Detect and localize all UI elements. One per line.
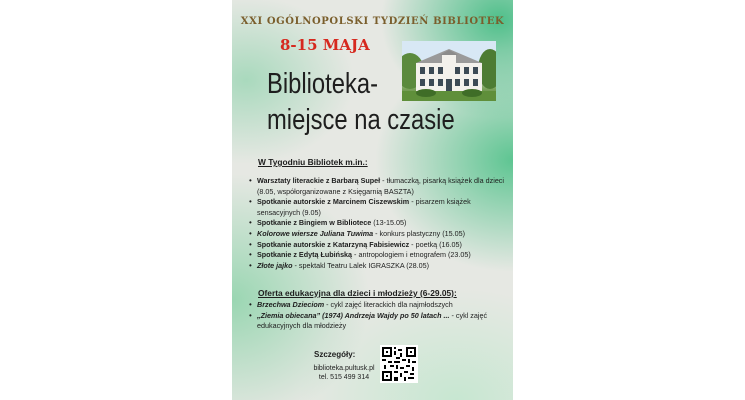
list-item: • Brzechwa Dzieciom - cykl zajęć literackich dla najmłodszych [249, 300, 504, 311]
events-heading: W Tygodniu Bibliotek m.in.: [258, 157, 368, 167]
events-list [249, 176, 504, 271]
details-label: Szczegóły: [314, 350, 356, 359]
list-item: • Spotkanie autorskie z Katarzyną Fabisiewicz - poetką (16.05) [249, 240, 504, 251]
list-item: • Spotkanie z Edytą Łubińską - antropologiem i etnografem (23.05) [249, 250, 504, 261]
list-item: • Spotkanie z Bingiem w Bibliotece (13-15.05) [249, 218, 504, 229]
list-item: • Spotkanie autorskie z Marcinem Ciszewskim - pisarzem książek sensacyjnych (9.05) [249, 197, 504, 218]
phone-text: tel. 515 499 314 [318, 374, 370, 381]
library-week-poster [232, 0, 513, 400]
qr-code-icon [380, 345, 418, 383]
event-dates: 8-15 MAJA [280, 36, 370, 54]
list-item: • Złote jajko - spektakl Teatru Lalek IGRASZKA (28.05) [249, 261, 504, 272]
list-item: • „Ziemia obiecana” (1974) Andrzeja Wajdy po 50 latach ... - cykl zajęć edukacyjnych dla młodzieży [249, 311, 504, 332]
headline-line-1: Biblioteka- [267, 68, 379, 100]
list-item: • Warsztaty literackie z Barbarą Supeł - tłumaczką, pisarką książek dla dzieci (8.05, współorganizowane z Księgarnią BASZTA) [249, 176, 504, 197]
headline-line-2: miejsce na czasie [267, 104, 455, 136]
offer-heading: Oferta edukacyjna dla dzieci i młodzieży (6-29.05): [258, 288, 457, 298]
event-title: XXI OGÓLNOPOLSKI TYDZIEŃ BIBLIOTEK [240, 16, 505, 27]
list-item: • Kolorowe wiersze Juliana Tuwima - konkurs plastyczny (15.05) [249, 229, 504, 240]
offer-list [249, 300, 504, 332]
website-text: biblioteka.pultusk.pl [313, 365, 375, 372]
headline [267, 66, 455, 138]
contact-info [304, 364, 384, 382]
